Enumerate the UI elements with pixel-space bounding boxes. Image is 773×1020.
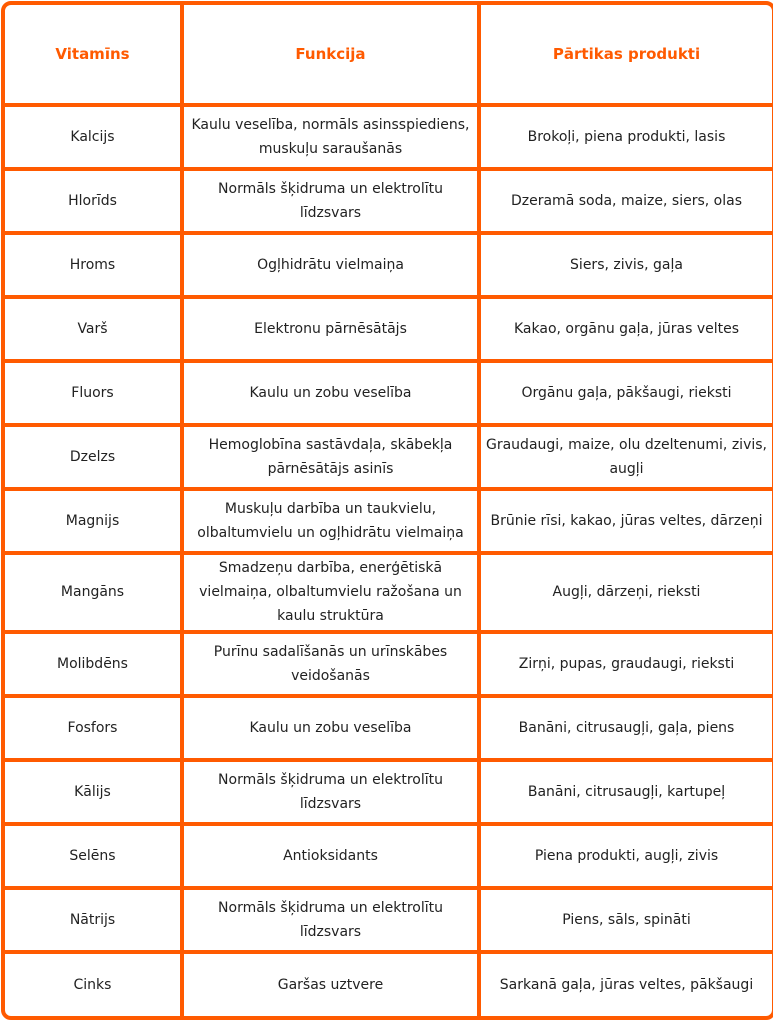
cell-function: Normāls šķidruma un elektrolītu līdzsvars (182, 169, 479, 233)
minerals-table (5, 5, 772, 1016)
cell-vitamin: Varš (5, 297, 182, 361)
cell-foods: Banāni, citrusaugļi, kartupeļ (479, 760, 772, 824)
table-header-row (5, 5, 772, 105)
cell-vitamin: Kālijs (5, 760, 182, 824)
cell-vitamin: Molibdēns (5, 632, 182, 696)
cell-vitamin: Mangāns (5, 553, 182, 633)
cell-function: Ogļhidrātu vielmaiņa (182, 233, 479, 297)
cell-vitamin: Magnijs (5, 489, 182, 553)
minerals-table-container (1, 1, 773, 1020)
cell-foods: Augļi, dārzeņi, rieksti (479, 553, 772, 633)
cell-vitamin: Nātrijs (5, 888, 182, 952)
cell-vitamin: Kalcijs (5, 105, 182, 169)
table-row (5, 425, 772, 489)
cell-foods: Piena produkti, augļi, zivis (479, 824, 772, 888)
cell-function: Muskuļu darbība un taukvielu, olbaltumvielu un ogļhidrātu vielmaiņa (182, 489, 479, 553)
cell-function: Purīnu sadalīšanās un urīnskābes veidošanās (182, 632, 479, 696)
cell-function: Hemoglobīna sastāvdaļa, skābekļa pārnēsātājs asinīs (182, 425, 479, 489)
cell-foods: Banāni, citrusaugļi, gaļa, piens (479, 696, 772, 760)
cell-function: Garšas uztvere (182, 952, 479, 1016)
table-row (5, 696, 772, 760)
cell-foods: Brokoļi, piena produkti, lasis (479, 105, 772, 169)
cell-foods: Siers, zivis, gaļa (479, 233, 772, 297)
cell-vitamin: Dzelzs (5, 425, 182, 489)
header-vitamin: Vitamīns (5, 5, 182, 105)
table-row (5, 297, 772, 361)
table-row (5, 888, 772, 952)
table-row (5, 760, 772, 824)
header-function: Funkcija (182, 5, 479, 105)
cell-function: Normāls šķidruma un elektrolītu līdzsvars (182, 888, 479, 952)
cell-function: Kaulu veselība, normāls asinsspiediens, muskuļu saraušanās (182, 105, 479, 169)
table-row (5, 361, 772, 425)
table-row (5, 553, 772, 633)
cell-foods: Sarkanā gaļa, jūras veltes, pākšaugi (479, 952, 772, 1016)
table-row (5, 105, 772, 169)
cell-foods: Zirņi, pupas, graudaugi, rieksti (479, 632, 772, 696)
table-row (5, 824, 772, 888)
cell-vitamin: Selēns (5, 824, 182, 888)
cell-function: Kaulu un zobu veselība (182, 696, 479, 760)
header-foods: Pārtikas produkti (479, 5, 772, 105)
cell-foods: Kakao, orgānu gaļa, jūras veltes (479, 297, 772, 361)
cell-vitamin: Fosfors (5, 696, 182, 760)
table-row (5, 632, 772, 696)
cell-vitamin: Cinks (5, 952, 182, 1016)
cell-foods: Piens, sāls, spināti (479, 888, 772, 952)
cell-foods: Dzeramā soda, maize, siers, olas (479, 169, 772, 233)
cell-vitamin: Fluors (5, 361, 182, 425)
cell-foods: Brūnie rīsi, kakao, jūras veltes, dārzeņi (479, 489, 772, 553)
cell-function: Antioksidants (182, 824, 479, 888)
cell-function: Normāls šķidruma un elektrolītu līdzsvars (182, 760, 479, 824)
cell-foods: Orgānu gaļa, pākšaugi, rieksti (479, 361, 772, 425)
table-row (5, 489, 772, 553)
table-row (5, 233, 772, 297)
table-row (5, 952, 772, 1016)
cell-function: Smadzeņu darbība, enerģētiskā vielmaiņa, olbaltumvielu ražošana un kaulu struktūra (182, 553, 479, 633)
cell-foods: Graudaugi, maize, olu dzeltenumi, zivis, augļi (479, 425, 772, 489)
table-row (5, 169, 772, 233)
cell-vitamin: Hlorīds (5, 169, 182, 233)
cell-vitamin: Hroms (5, 233, 182, 297)
cell-function: Elektronu pārnēsātājs (182, 297, 479, 361)
cell-function: Kaulu un zobu veselība (182, 361, 479, 425)
